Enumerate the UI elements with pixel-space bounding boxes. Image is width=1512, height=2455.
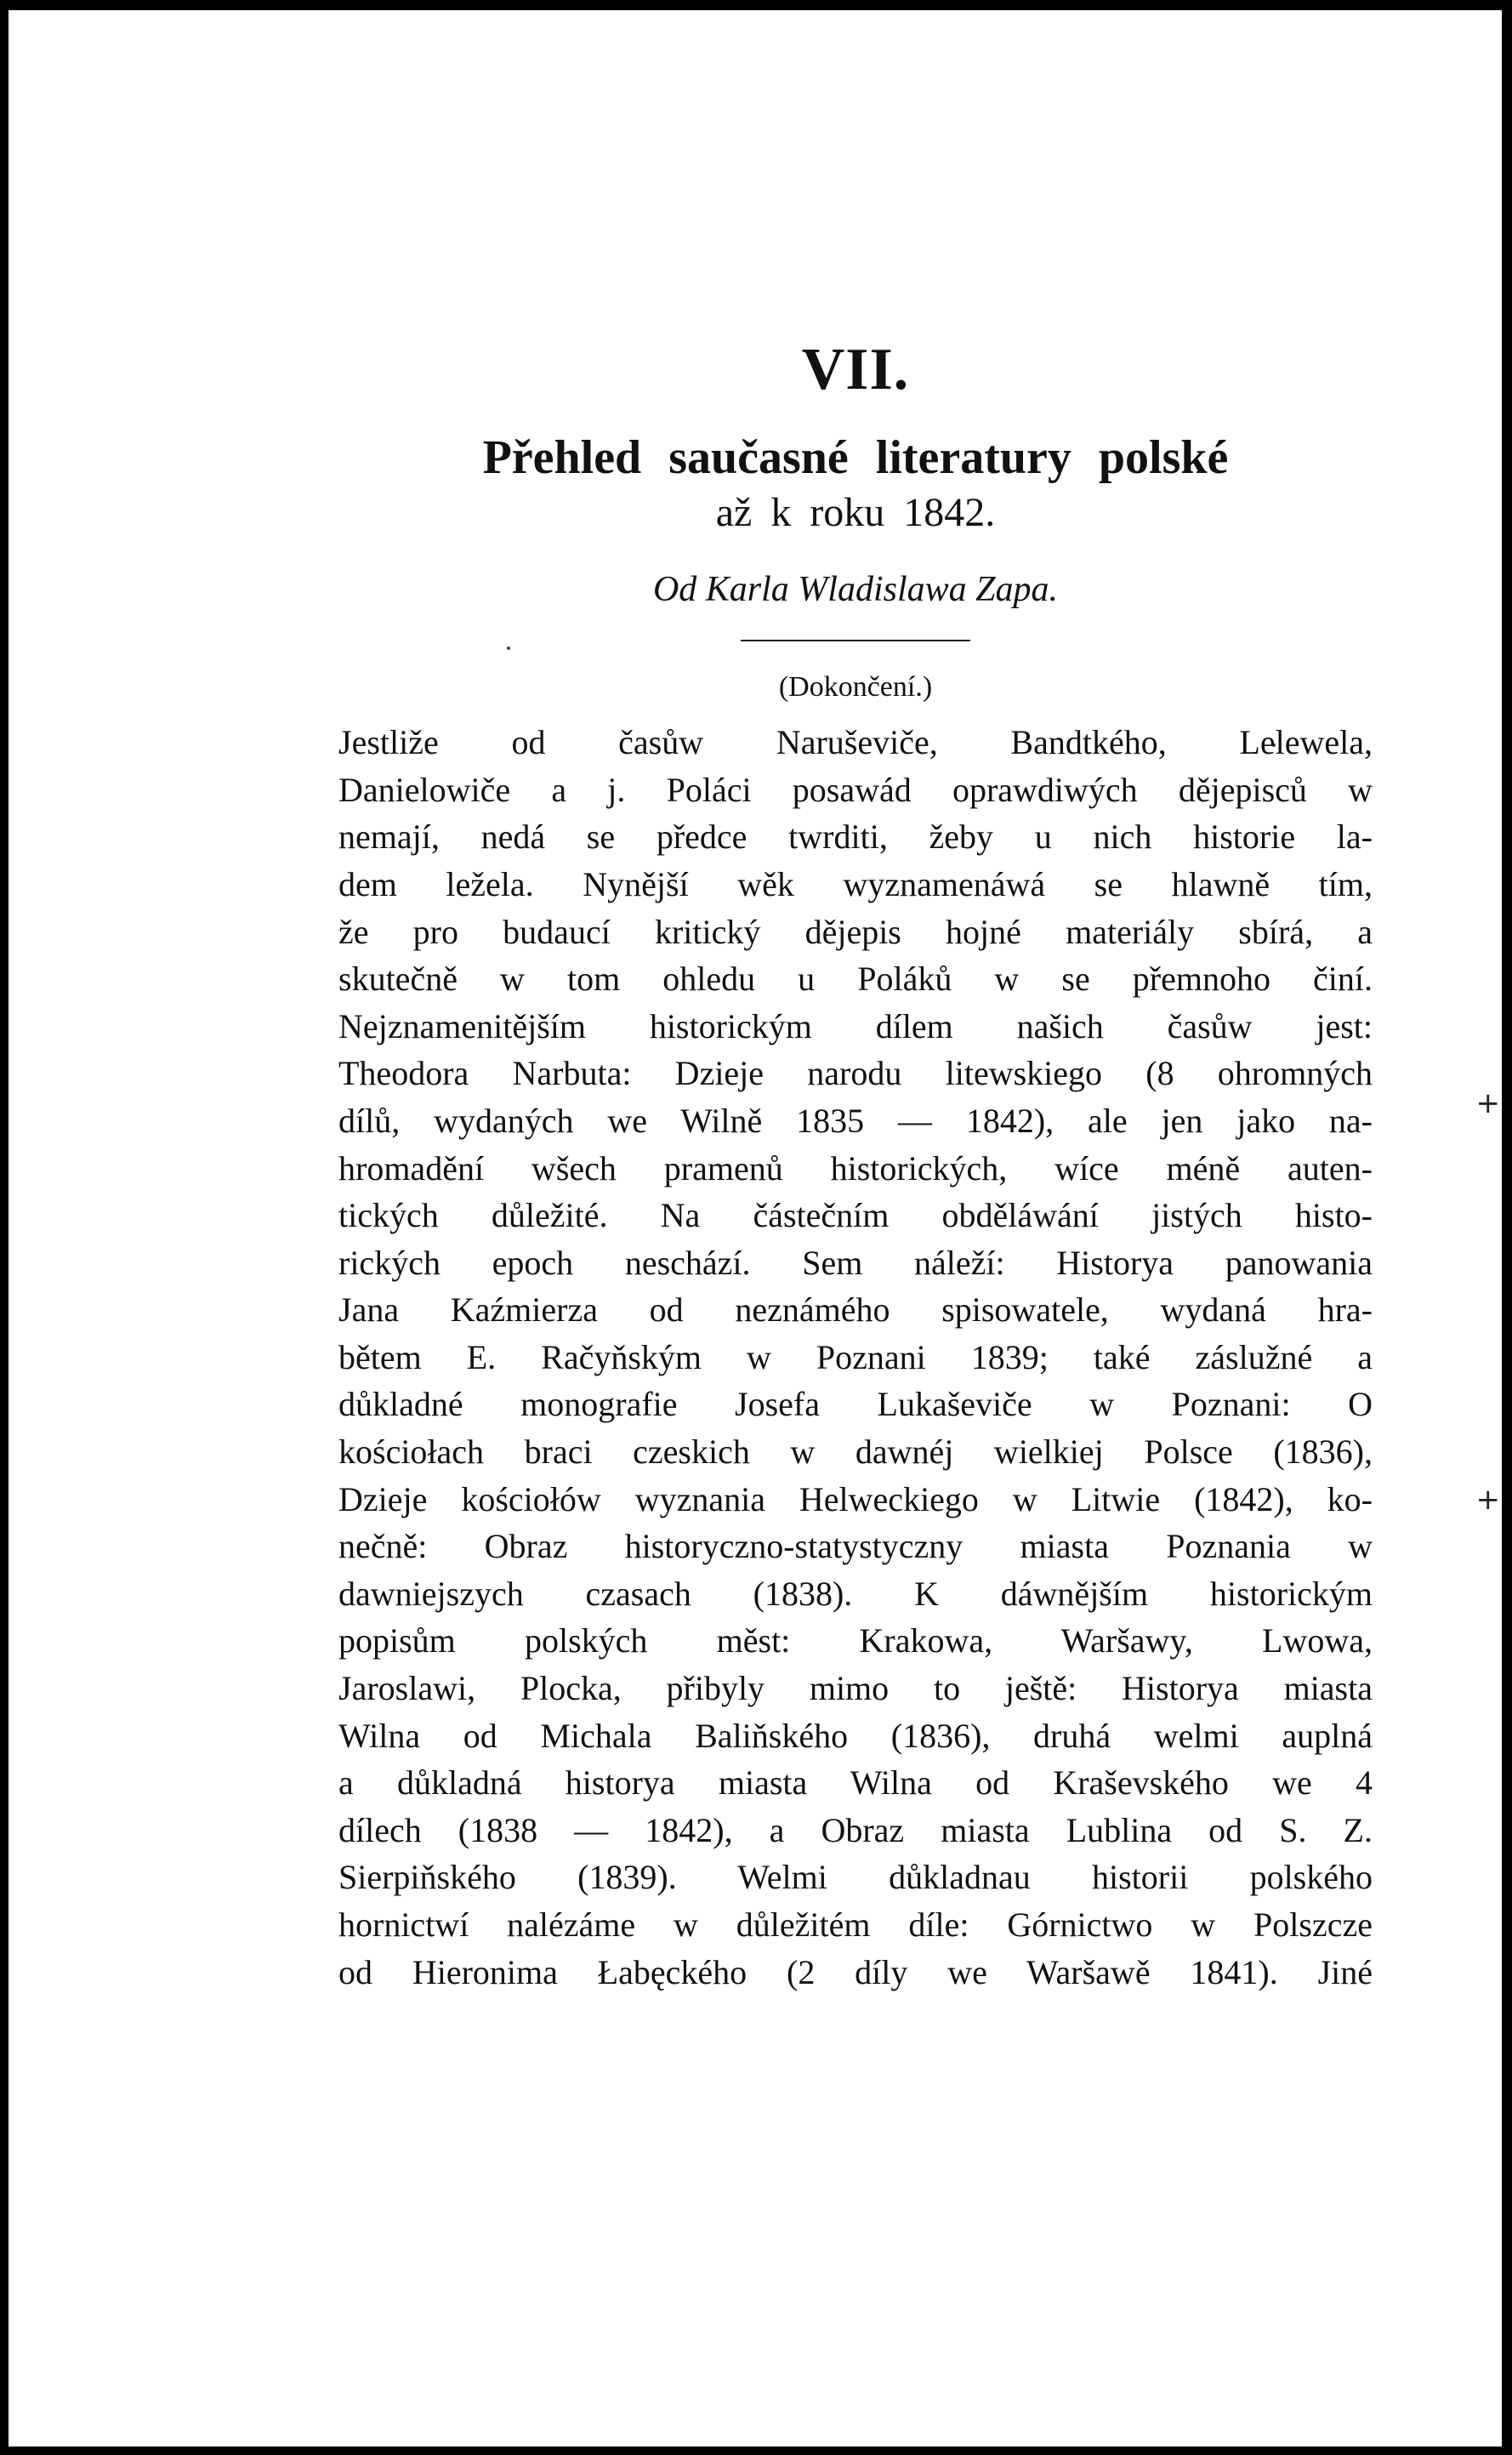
scan-edge-bottom	[0, 2446, 1512, 2455]
text-line: Theodora Narbuta: Dzieje narodu litewskiego (8 ohromných	[338, 1054, 1373, 1093]
scan-edge-right	[1502, 0, 1512, 2455]
text-line: tických důležité. Na částečním obděláwání jistých histo-	[338, 1196, 1373, 1235]
text-line: že pro budaucí kritický dějepis hojné materiály sbírá, a	[338, 912, 1373, 951]
divider-rule	[741, 640, 970, 641]
text-line: a důkladná historya miasta Wilna od Kraševského we 4	[338, 1763, 1373, 1803]
text-line: důkladné monografie Josefa Lukaševiče w Poznani: O	[338, 1385, 1373, 1424]
text-line: Nejznamenitějším historickým dílem našich časůw jest:	[338, 1006, 1373, 1045]
margin-mark-upper: +	[1475, 1086, 1500, 1120]
scan-edge-top	[0, 0, 1512, 10]
text-line: popisům polských měst: Krakowa, Waršawy, Lwowa,	[338, 1621, 1373, 1660]
text-line: Wilna od Michala Baliňského (1836), druhá welmi auplná	[338, 1716, 1373, 1755]
text-line: Jana Kaźmierza od neznámého spisowatele, wydaná hra-	[338, 1290, 1373, 1330]
text-line: nečně: Obraz historyczno-statystyczny miasta Poznania w	[338, 1527, 1373, 1566]
page-content	[338, 337, 1373, 1996]
text-line: dílů, wydaných we Wilně 1835 — 1842), ale jen jako na-	[338, 1101, 1373, 1140]
text-line: skutečně w tom ohledu u Poláků w se přemnoho činí.	[338, 960, 1373, 999]
body-paragraph	[338, 719, 1373, 1996]
continued-note: (Dokončení.)	[778, 671, 933, 703]
text-line: Jaroslawi, Plocka, přibyly mimo to ještě: Historya miasta	[338, 1669, 1373, 1708]
text-line: hromadění wšech pramenů historických, wíce méně auten-	[338, 1148, 1373, 1188]
text-line: bětem E. Račyňským w Poznani 1839; také záslužné a	[338, 1337, 1373, 1376]
margin-mark-lower: +	[1475, 1483, 1500, 1517]
text-line: dem ležela. Nynější wěk wyznamenáwá se hlawně tím,	[338, 864, 1373, 903]
text-line: Dzieje kościołów wyznania Helweckiego w Litwie (1842), ko-	[338, 1479, 1373, 1518]
text-line: nemají, nedá se předce twrditi, žeby u nich historie la-	[338, 817, 1373, 857]
text-line: Sierpiňského (1839). Welmi důkladnau historii polského	[338, 1858, 1373, 1897]
text-line: Danielowiče a j. Poláci posawád oprawdiwých dějepisců w	[338, 770, 1373, 809]
text-line: od Hieronima Łabęckého (2 díly we Waršawě 1841). Jiné	[338, 1952, 1373, 1991]
text-line: hornictwí nalézáme w důležitém díle: Górnictwo w Polszcze	[338, 1905, 1373, 1945]
article-title: Přehled saučasné literatury polské	[482, 431, 1229, 484]
text-line: Jestliže od časůw Naruševiče, Bandtkého, Lelewela,	[338, 723, 1373, 762]
author-line: Od Karla Wladislawa Zapa.	[652, 569, 1059, 609]
text-line: kościołach braci czeskich w dawnéj wielkiej Polsce (1836),	[338, 1433, 1373, 1472]
text-line: dawniejszych czasach (1838). K dáwnějším historickým	[338, 1574, 1373, 1613]
text-line: rických epoch neschází. Sem náleží: Historya panowania	[338, 1243, 1373, 1282]
text-line: dílech (1838 — 1842), a Obraz miasta Lublina od S. Z.	[338, 1810, 1373, 1849]
scan-edge-left	[0, 0, 9, 2455]
article-subtitle: až k roku 1842.	[715, 490, 996, 536]
chapter-number: VII.	[801, 337, 910, 402]
